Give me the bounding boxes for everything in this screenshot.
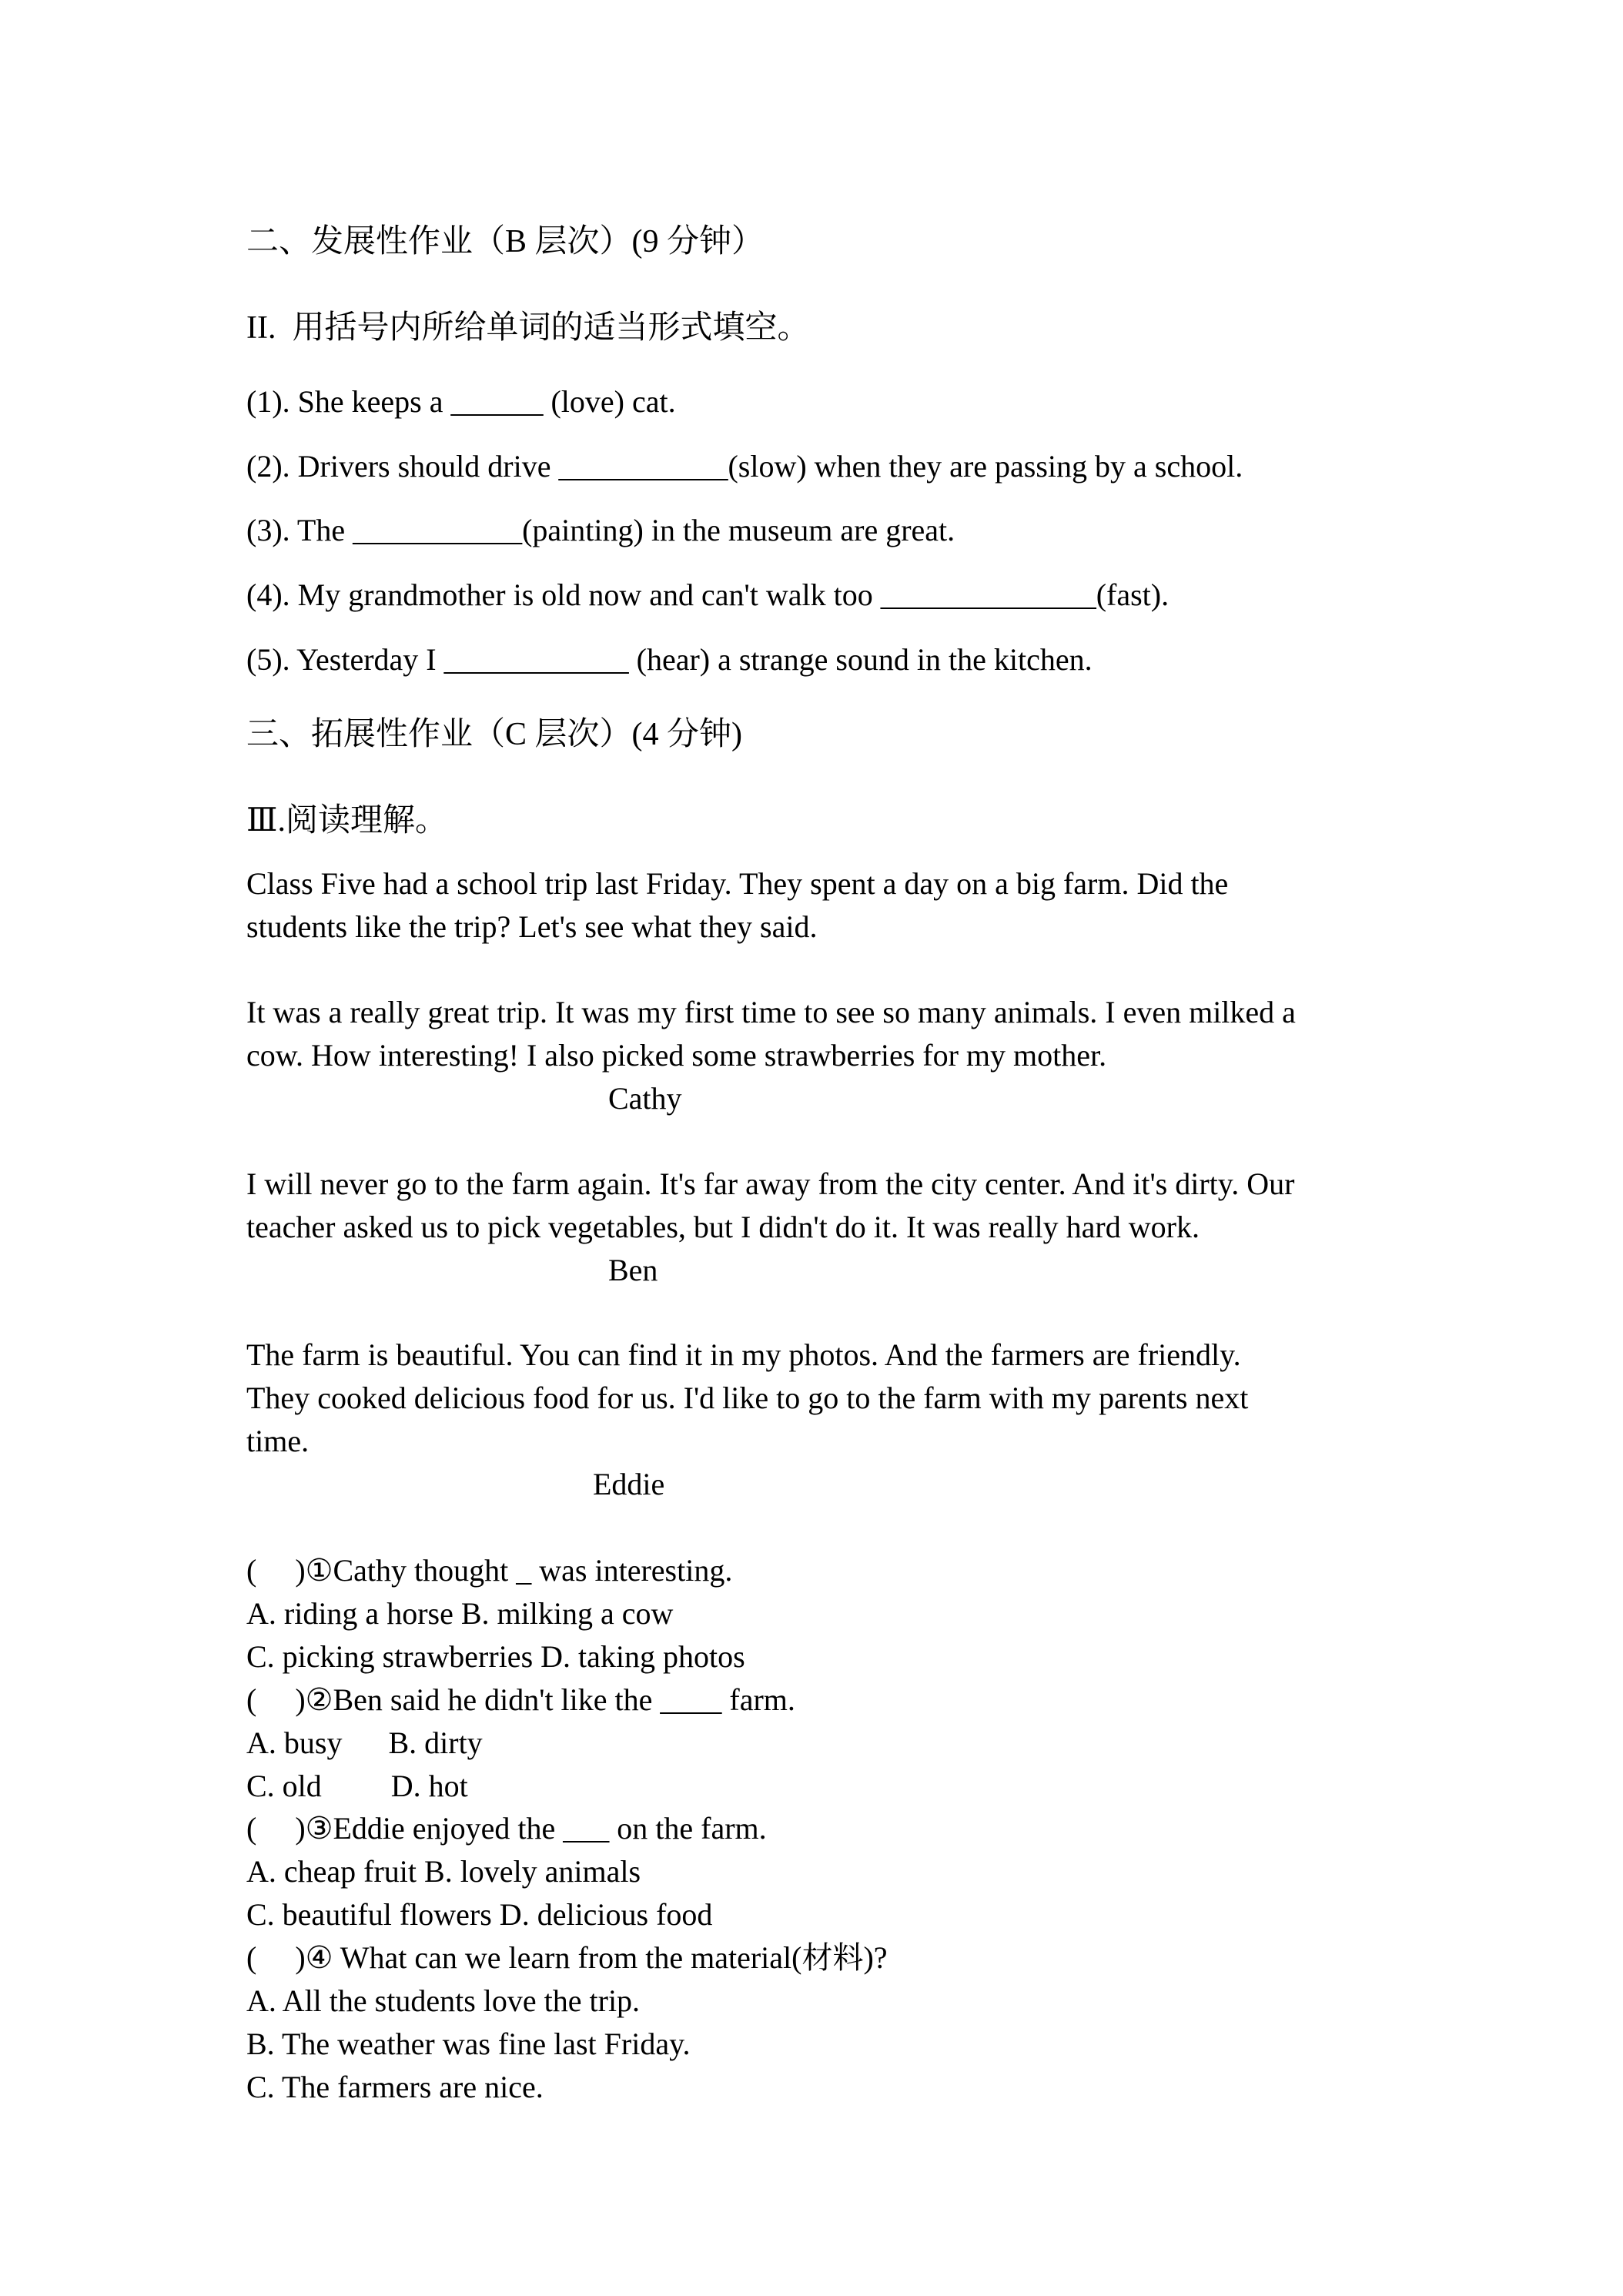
cathy-line-1: It was a really great trip. It was my first time to see so many animals. I even milked a <box>246 995 1296 1029</box>
question-1: ( )①Cathy thought _ was interesting. <box>246 1553 733 1588</box>
question-4-option-c: C. The farmers are nice. <box>246 2070 544 2104</box>
ben-line-1: I will never go to the farm again. It's far away from the city center. And it's dirty. Our <box>246 1166 1295 1201</box>
eddie-line-3: time. <box>246 1424 310 1458</box>
intro-line-2: students like the trip? Let's see what they said. <box>246 909 818 944</box>
question-1-options-ab: A. riding a horse B. milking a cow <box>246 1596 674 1631</box>
section3-heading: 三、拓展性作业（C 层次）(4 分钟) <box>246 717 742 752</box>
cathy-line-2: cow. How interesting! I also picked some strawberries for my mother. <box>246 1038 1107 1073</box>
question-2: ( )②Ben said he didn't like the ____ farm. <box>246 1682 795 1717</box>
fill-item-2: (2). Drivers should drive ___________(slow) when they are passing by a school. <box>246 449 1243 484</box>
eddie-line-2: They cooked delicious food for us. I'd like to go to the farm with my parents next <box>246 1381 1249 1415</box>
signature-cathy: Cathy <box>608 1081 682 1116</box>
section3-instruction: Ⅲ.阅读理解。 <box>246 803 448 838</box>
question-1-options-cd: C. picking strawberries D. taking photos <box>246 1639 745 1674</box>
eddie-line-1: The farm is beautiful. You can find it in my photos. And the farmers are friendly. <box>246 1337 1241 1372</box>
section2-instruction: II. 用括号内所给单词的适当形式填空。 <box>246 310 810 346</box>
question-4: ( )④ What can we learn from the material(材料)? <box>246 1940 888 1975</box>
fill-item-1: (1). She keeps a ______ (love) cat. <box>246 384 676 419</box>
intro-line-1: Class Five had a school trip last Friday. They spent a day on a big farm. Did the <box>246 866 1229 901</box>
question-4-option-b: B. The weather was fine last Friday. <box>246 2027 691 2061</box>
question-3-options-cd: C. beautiful flowers D. delicious food <box>246 1897 713 1932</box>
ben-line-2: teacher asked us to pick vegetables, but I didn't do it. It was really hard work. <box>246 1210 1200 1244</box>
fill-item-4: (4). My grandmother is old now and can't walk too ______________(fast). <box>246 577 1170 612</box>
fill-item-3: (3). The ___________(painting) in the museum are great. <box>246 513 955 547</box>
question-3: ( )③Eddie enjoyed the ___ on the farm. <box>246 1811 767 1846</box>
signature-eddie: Eddie <box>593 1467 665 1501</box>
question-3-options-ab: A. cheap fruit B. lovely animals <box>246 1854 641 1889</box>
question-2-options-cd: C. old D. hot <box>246 1769 468 1803</box>
question-2-options-ab: A. busy B. dirty <box>246 1725 483 1760</box>
question-4-option-a: A. All the students love the trip. <box>246 1983 641 2018</box>
section2-heading: 二、发展性作业（B 层次）(9 分钟） <box>246 224 765 259</box>
fill-item-5: (5). Yesterday I ____________ (hear) a strange sound in the kitchen. <box>246 642 1093 677</box>
signature-ben: Ben <box>608 1253 658 1287</box>
